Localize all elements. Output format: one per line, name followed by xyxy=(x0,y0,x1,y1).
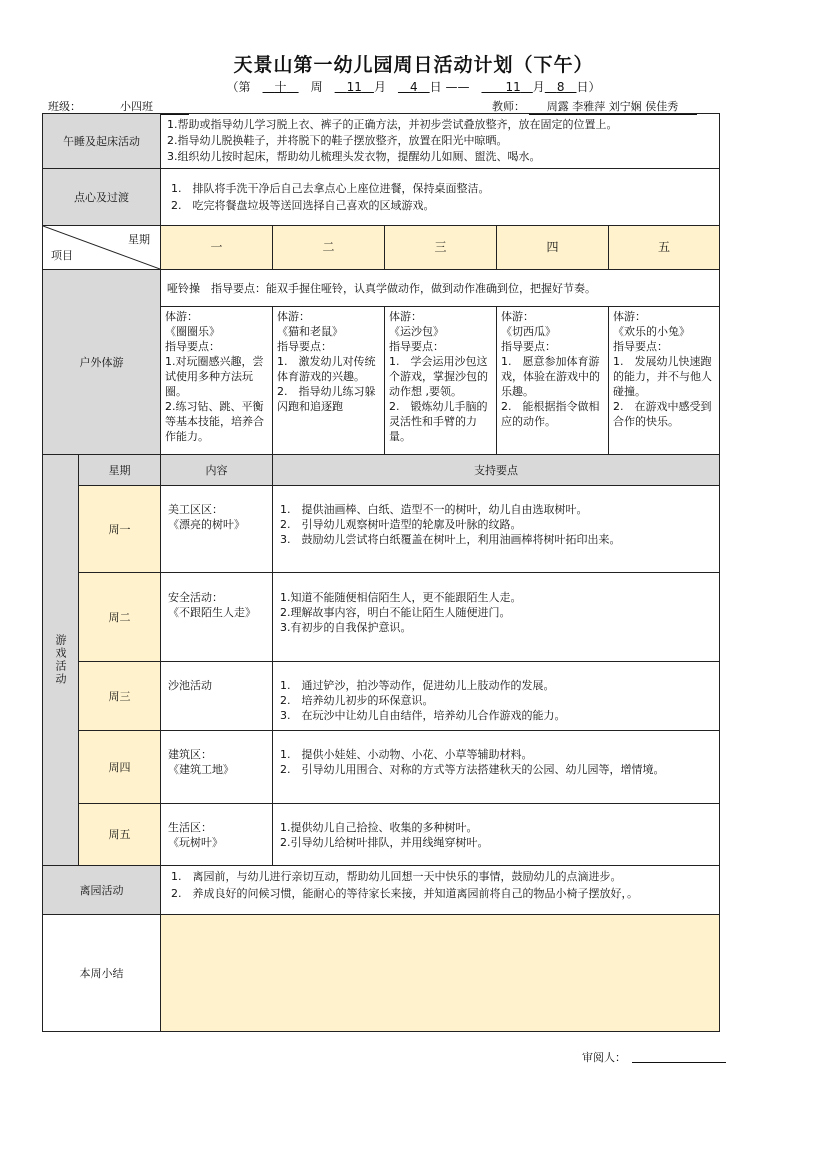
page-title: 天景山第一幼儿园周日活动计划（下午） xyxy=(233,54,594,76)
outdoor-day-fri: 体游： 《欢乐的小兔》 指导要点： 1. 发展幼儿快速跑的能力，并不与他人碰撞。 2. 在游戏中感受到合作的快乐。 xyxy=(608,306,720,455)
snack-label: 点心及过渡 xyxy=(42,168,161,226)
outdoor-day-mon: 体游： 《圈圈乐》 指导要点： 1.对玩圈感兴趣，尝试使用多种方法玩圈。 2.练习钻、跳、平衡等基本技能，培养合作能力。 xyxy=(160,306,273,455)
outdoor-label: 户外体游 xyxy=(42,269,161,455)
games-content: 建筑区： 《建筑工地》 xyxy=(160,730,273,804)
snack-line: 2. 吃完将餐盘垃圾等送回选择自己喜欢的区域游戏。 xyxy=(171,199,435,212)
week-date-line: （第 十 周 11 月 4 日 —— 11 月 8 日） xyxy=(226,80,601,94)
corner-top-label: 星期 xyxy=(128,233,150,246)
games-day: 周二 xyxy=(78,572,161,662)
reviewer-signature-line[interactable] xyxy=(632,1062,726,1063)
class-field: 班级： 小四班 xyxy=(48,98,189,115)
nap-line: 1.帮助或指导幼儿学习脱上衣、裤子的正确方法，并初步尝试叠放整齐，放在固定的位置上。 xyxy=(167,118,618,131)
games-col-support: 支持要点 xyxy=(272,454,720,486)
weekday-header-tue: 二 xyxy=(272,225,385,270)
outdoor-day-tue: 体游： 《猫和老鼠》 指导要点： 1. 激发幼儿对传统体育游戏的兴趣。 2. 指导幼儿练习躲闪跑和追逐跑 xyxy=(272,306,385,455)
weekday-header-thu: 四 xyxy=(496,225,609,270)
games-content: 生活区： 《玩树叶》 xyxy=(160,803,273,866)
outdoor-day-thu: 体游： 《切西瓜》 指导要点： 1. 愿意参加体育游戏，体验在游戏中的乐趣。 2. 能根据指令做相应的动作。 xyxy=(496,306,609,455)
snack-line: 1. 排队将手洗干净后自己去拿点心上座位进餐，保持桌面整洁。 xyxy=(171,182,490,195)
games-label: 游戏活动 xyxy=(42,454,79,866)
leave-line: 2. 养成良好的问候习惯，能耐心的等待家长来接，并知道离园前将自己的物品小椅子摆放好，。 xyxy=(171,887,638,900)
corner-header xyxy=(42,225,161,270)
outdoor-exercise: 哑铃操 指导要点：能双手握住哑铃，认真学做动作，做到动作准确到位，把握好节奏。 xyxy=(160,269,720,307)
games-day: 周四 xyxy=(78,730,161,804)
games-day: 周一 xyxy=(78,485,161,573)
nap-line: 2.指导幼儿脱换鞋子，并将脱下的鞋子摆放整齐，放置在阳光中晾晒。 xyxy=(167,134,508,147)
end-day: 8 xyxy=(556,80,565,94)
nap-content xyxy=(160,113,720,169)
games-col-day: 星期 xyxy=(78,454,161,486)
leave-label: 离园活动 xyxy=(42,865,161,915)
summary-label: 本周小结 xyxy=(42,914,161,1032)
games-day: 周三 xyxy=(78,661,161,731)
games-support: 1. 提供小娃娃、小动物、小花、小草等辅助材料。 2. 引导幼儿用围合、对称的方式等方法搭建秋天的公园、幼儿园等，增情境。 xyxy=(272,730,720,804)
teacher-field: 教师： 周露 李雅萍 刘宁娴 侯佳秀 xyxy=(492,98,697,115)
class-value: 小四班 xyxy=(85,98,189,115)
games-col-content: 内容 xyxy=(160,454,273,486)
start-month: 11 xyxy=(346,80,362,94)
reviewer-field: 审阅人： xyxy=(582,1051,626,1064)
games-support: 1. 通过铲沙，拍沙等动作，促进幼儿上肢动作的发展。 2. 培养幼儿初步的环保意识。 3. 在玩沙中让幼儿自由结伴，培养幼儿合作游戏的能力。 xyxy=(272,661,720,731)
games-support: 1.提供幼儿自己拾捡、收集的多种树叶。 2.引导幼儿给树叶排队，并用线绳穿树叶。 xyxy=(272,803,720,866)
weekday-header-wed: 三 xyxy=(384,225,497,270)
nap-line: 3.组织幼儿按时起床，帮助幼儿梳理头发衣物，提醒幼儿如厕、盥洗、喝水。 xyxy=(167,150,541,163)
games-content: 安全活动： 《不跟陌生人走》 xyxy=(160,572,273,662)
end-month: 11 xyxy=(505,80,521,94)
leave-line: 1. 离园前，与幼儿进行亲切互动，帮助幼儿回想一天中快乐的事情，鼓励幼儿的点滴进步。 xyxy=(171,870,622,883)
snack-content xyxy=(160,168,720,226)
games-content: 美工区区： 《漂亮的树叶》 xyxy=(160,485,273,573)
games-day: 周五 xyxy=(78,803,161,866)
leave-content xyxy=(160,865,720,915)
games-support: 1. 提供油画棒、白纸、造型不一的树叶，幼儿自由选取树叶。 2. 引导幼儿观察树叶造型的轮廓及叶脉的纹路。 3. 鼓励幼儿尝试将白纸覆盖在树叶上，利用油画棒将树叶拓印出来。 xyxy=(272,485,720,573)
games-content: 沙池活动 xyxy=(160,661,273,731)
corner-bottom-label: 项目 xyxy=(51,249,73,262)
week-number: 十 xyxy=(274,80,287,94)
teacher-value: 周露 李雅萍 刘宁娴 侯佳秀 xyxy=(529,98,697,115)
nap-label: 午睡及起床活动 xyxy=(42,113,161,169)
start-day: 4 xyxy=(409,80,418,94)
weekday-header-mon: 一 xyxy=(160,225,273,270)
weekday-header-fri: 五 xyxy=(608,225,720,270)
games-support: 1.知道不能随便相信陌生人，更不能跟陌生人走。 2.理解故事内容，明白不能让陌生人随便进门。 3.有初步的自我保护意识。 xyxy=(272,572,720,662)
outdoor-day-wed: 体游： 《运沙包》 指导要点： 1. 学会运用沙包这个游戏，掌握沙包的动作想 ,要领。 2. 锻炼幼儿手脑的灵活性和手臂的力量。 xyxy=(384,306,497,455)
summary-input[interactable] xyxy=(160,914,720,1032)
